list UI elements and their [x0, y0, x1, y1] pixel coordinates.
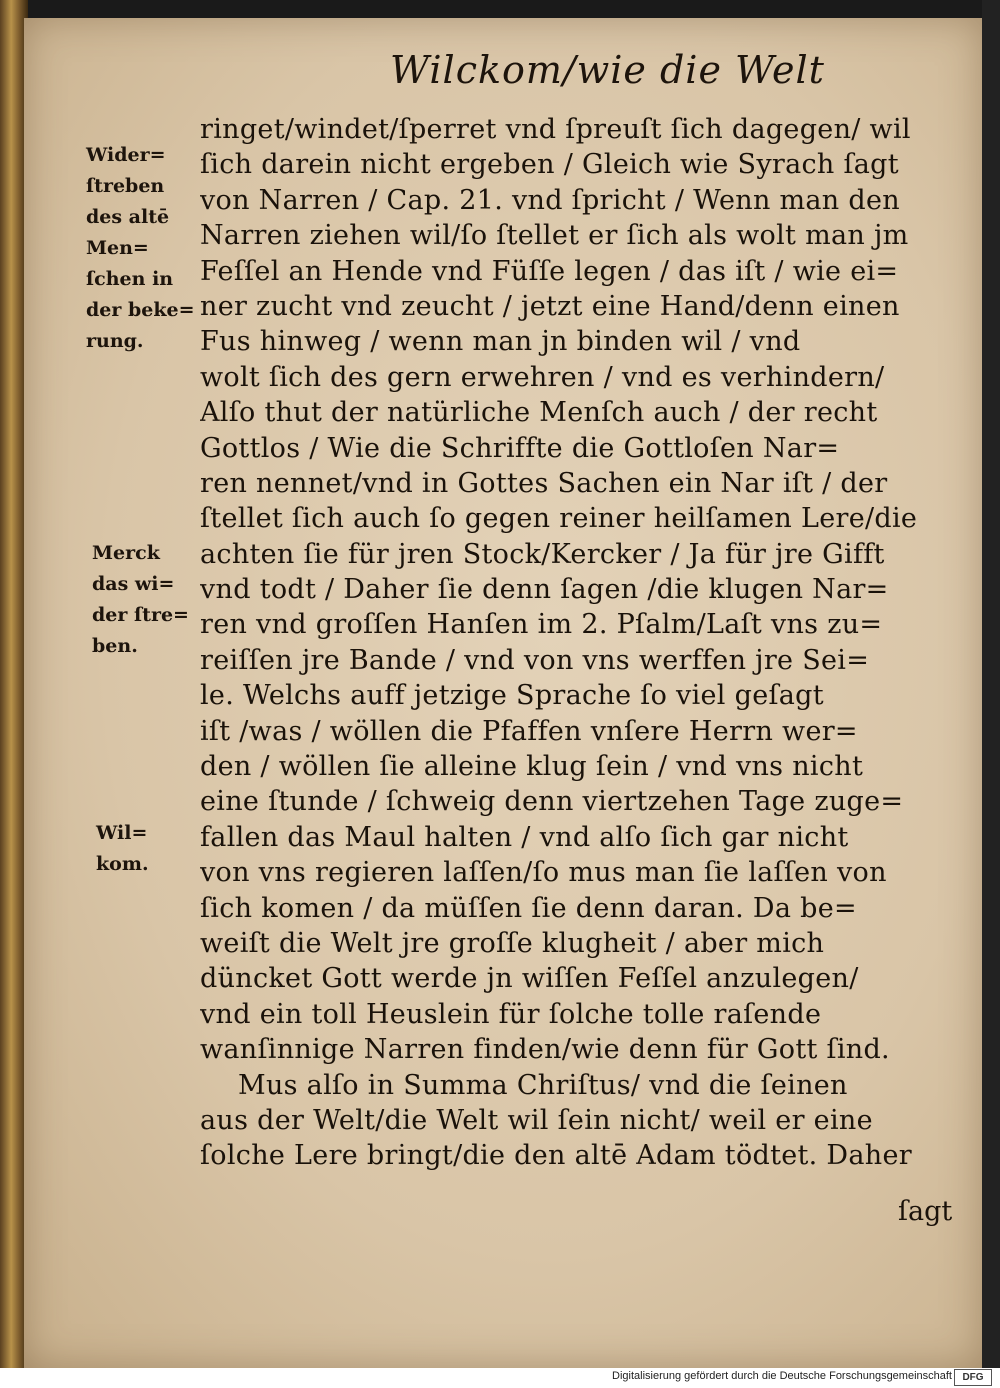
- text-line: Mus alſo in Summa Chriſtus/ vnd die ſeinen: [238, 1069, 848, 1101]
- margin-note-2: [92, 538, 189, 662]
- text-line: ner zucht vnd zeucht / jetzt eine Hand/denn einen: [200, 290, 900, 322]
- body-text: [200, 112, 960, 1174]
- margin-note-line: Merck: [92, 542, 160, 564]
- scan-border: [982, 0, 1000, 1388]
- text-line: von vns regieren laſſen/ſo mus man ſie laſſen von: [200, 857, 887, 889]
- margin-note-line: rung.: [86, 330, 144, 352]
- margin-note-line: der beke=: [86, 299, 195, 321]
- text-line: ringet/windet/ſperret vnd ſpreuſt ſich dagegen/ wil: [200, 114, 911, 145]
- text-line: Fus hinweg / wenn man jn binden wil / vnd: [200, 326, 801, 358]
- margin-note-line: ſtreben: [86, 175, 165, 197]
- text-line: Feſſel an Hende vnd Füſſe legen / das iſt / wie ei=: [200, 255, 899, 287]
- text-line: Narren ziehen wil/ſo ſtellet er ſich als wolt man jm: [200, 220, 909, 252]
- text-line: achten ſie für jren Stock/Kercker / Ja für jre Gifft: [200, 538, 885, 570]
- text-line: von Narren / Cap. 21. vnd ſpricht / Wenn man den: [200, 184, 900, 216]
- text-line: ren nennet/vnd in Gottes Sachen ein Nar iſt / der: [200, 467, 888, 499]
- text-line: düncket Gott werde jn wiſſen Feſſel anzulegen/: [200, 963, 859, 995]
- funding-credit: Digitalisierung gefördert durch die Deutsche Forschungsgemeinschaft: [612, 1370, 952, 1382]
- dfg-logo: DFG: [954, 1369, 992, 1386]
- text-line: ſich komen / da müſſen ſie denn daran. Da be=: [200, 892, 857, 924]
- margin-note-line: das wi=: [92, 573, 175, 595]
- text-line: Alſo thut der natürliche Menſch auch / der recht: [200, 397, 878, 429]
- margin-note-line: ben.: [92, 635, 138, 657]
- text-line: ſtellet ſich auch ſo gegen reiner heilſamen Lere/die: [200, 503, 918, 535]
- margin-note-line: ſchen in: [86, 268, 174, 290]
- text-line: den / wöllen ſie alleine klug ſein / vnd vns nicht: [200, 751, 864, 783]
- text-line: wanſinnige Narren finden/wie denn für Gott ſind.: [200, 1034, 890, 1066]
- margin-note-line: Men=: [86, 237, 149, 259]
- text-line: fallen das Maul halten / vnd alſo ſich gar nicht: [200, 821, 849, 853]
- catchword: ſagt: [898, 1196, 953, 1227]
- text-line: ſolche Lere bringt/die den altē Adam tödtet. Daher: [200, 1140, 912, 1172]
- margin-note-line: Wider=: [86, 144, 166, 166]
- margin-note-line: Wil=: [96, 822, 148, 844]
- text-line: iſt /was / wöllen die Pfaffen vnſere Herrn wer=: [200, 715, 858, 747]
- text-line: reiſſen jre Bande / vnd von vns werffen jre Sei=: [200, 644, 870, 676]
- text-line: aus der Welt/die Welt wil ſein nicht/ weil er eine: [200, 1104, 873, 1136]
- text-line: wolt ſich des gern erwehren / vnd es verhindern/: [200, 361, 885, 393]
- margin-note-line: kom.: [96, 853, 149, 875]
- margin-note-line: der ſtre=: [92, 604, 189, 626]
- running-header: Wilckom/wie die Welt: [390, 48, 825, 92]
- text-line: le. Welchs auff jetzige Sprache ſo viel geſagt: [200, 680, 824, 712]
- margin-note-3: [96, 818, 149, 880]
- text-line: eine ſtunde / ſchweig denn viertzehen Tage zuge=: [200, 786, 904, 818]
- text-line: ren vnd groſſen Hanſen im 2. Pſalm/Laſt vns zu=: [200, 609, 883, 641]
- margin-note-1: [86, 140, 195, 357]
- text-line: Gottlos / Wie die Schriffte die Gottloſen Nar=: [200, 432, 840, 464]
- text-line: weiſt die Welt jre groſſe klugheit / aber mich: [200, 927, 825, 959]
- text-line: vnd ein toll Heuslein für ſolche tolle raſende: [200, 998, 822, 1030]
- text-line: vnd todt / Daher ſie denn ſagen /die klugen Nar=: [200, 574, 889, 606]
- margin-note-line: des altē: [86, 206, 170, 228]
- text-line: ſich darein nicht ergeben / Gleich wie Syrach ſagt: [200, 149, 899, 181]
